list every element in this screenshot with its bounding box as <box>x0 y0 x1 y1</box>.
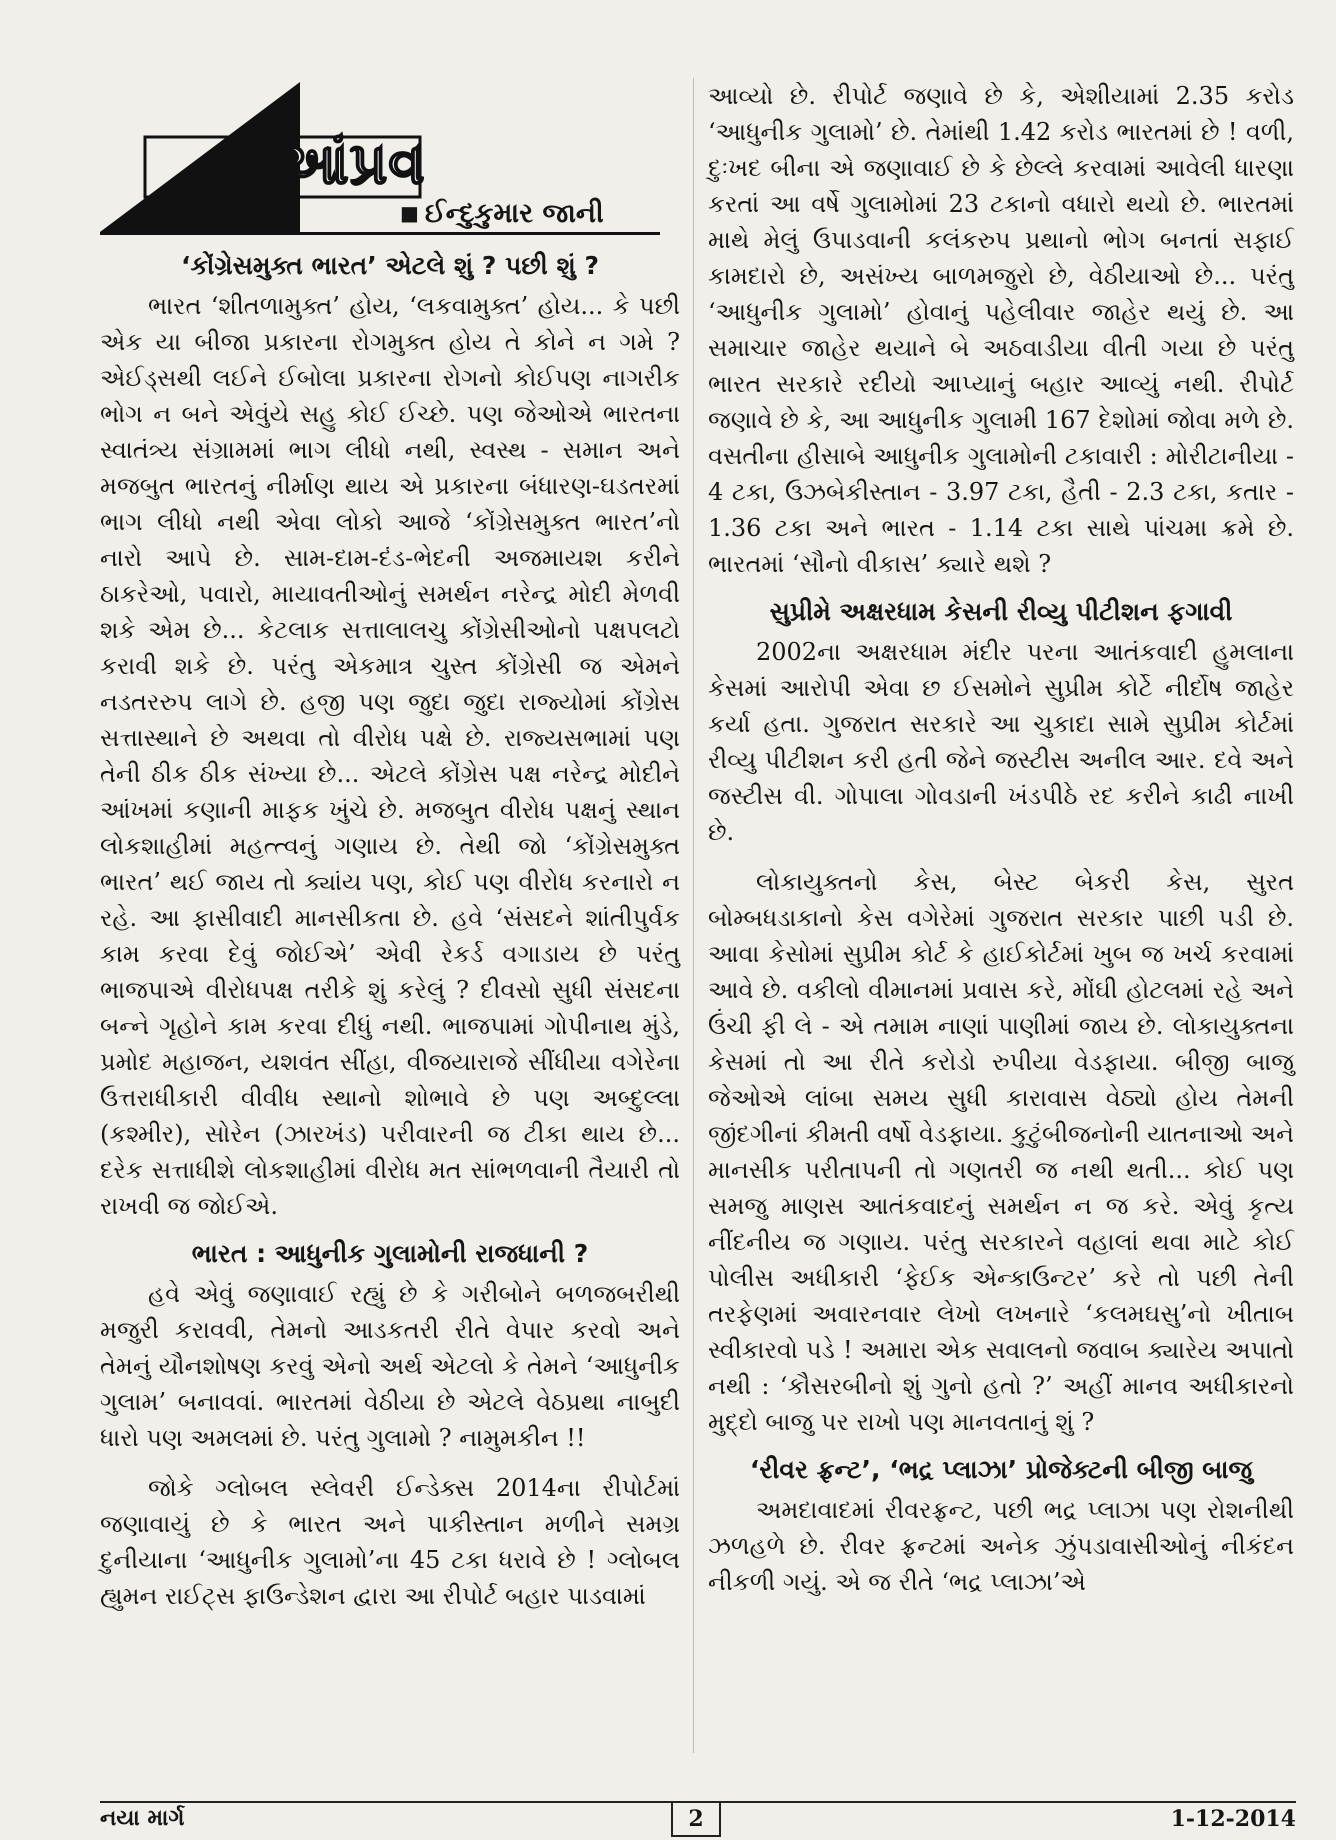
article-paragraph: હવે એવું જણાવાઈ રહ્યું છે કે ગરીબોને બળજબરીથી મજુરી કરાવવી, તેમનો આડકતરી રીતે વેપાર કરવો અને તેમનું યૌનશોષણ કરવું એનો અર્થ એટલો કે તેમને ‘આધુનીક ગુલામ’ બનાવવાં. ભારતમાં વેઠીયા છે એટલે વેઠપ્રથા નાબુદી ધારો પણ અમલમાં છે. પરંતુ ગુલામો ? નામુમકીન !! <box>100 1280 680 1452</box>
publication-name: નયા માર્ગ <box>100 1806 185 1831</box>
article-heading: ભારત : આધુનીક ગુલામોની રાજધાની ? <box>191 1239 589 1268</box>
article-heading: સુપ્રીમે અક્ષરધામ કેસની રીવ્યુ પીટીશન ફગાવી <box>769 597 1233 626</box>
author-byline <box>400 198 680 230</box>
page-number: 2 <box>671 1803 721 1837</box>
right-column <box>708 78 1294 1600</box>
article-heading: ‘રીવર ફ્રન્ટ’, ‘ભદ્ર પ્લાઝા’ પ્રોજેક્ટની બીજી બાજુ <box>749 1455 1253 1484</box>
article-paragraph: 2002ના અક્ષરધામ મંદીર પરના આતંકવાદી હુમલાના કેસમાં આરોપી એવા છ ઈસમોને સુપ્રીમ કોર્ટે નીર્દોષ જાહેર કર્યા હતા. ગુજરાત સરકારે આ ચુકાદા સામે સુપ્રીમ કોર્ટમાં રીવ્યુ પીટીશન કરી હતી જેને જસ્ટીસ અનીલ આર. દવે અને જસ્ટીસ વી. ગોપાલા ગોવડાની ખંડપીઠે રદ કરીને કાઢી નાખી છે. <box>708 638 1294 846</box>
article-heading: ‘કોંગ્રેસમુક્ત ભારત’ એટલે શું ? પછી શું ? <box>181 251 599 280</box>
column-divider <box>693 78 694 1753</box>
left-column <box>100 244 680 1614</box>
article-paragraph-continued: આવ્યો છે. રીપોર્ટ જણાવે છે કે, એશીયામાં 2.35 કરોડ ‘આધુનીક ગુલામો’ છે. તેમાંથી 1.42 કરોડ ભારતમાં છે ! વળી, દુઃખદ બીના એ જણાવાઈ છે કે છેલ્લે કરવામાં આવેલી ધારણા કરતાં આ વર્ષે ગુલામોમાં 23 ટકાનો વધારો થયો છે. ભારતમાં માથે મેલું ઉપાડવાની કલંકરુપ પ્રથાનો ભોગ બનતાં સફાઈ કામદારો છે, અસંખ્ય બાળમજુરો છે, વેઠીયાઓ છે... પરંતુ ‘આધુનીક ગુલામો’ હોવાનું પહેલીવાર જાહેર થયું છે. આ સમાચાર જાહેર થયાને બે અઠવાડીયા વીતી ગયા છે પરંતુ ભારત સરકારે રદીયો આપ્યાનું બહાર આવ્યું નથી. રીપોર્ટ જણાવે છે કે, આ આધુનીક ગુલામી 167 દેશોમાં જોવા મળે છે. વસતીના હીસાબે આધુનીક ગુલામોની ટકાવારી : મોરીટાનીયા - 4 ટકા, ઉઝબેકીસ્તાન - 3.97 ટકા, હૈતી - 2.3 ટકા, કતાર - 1.36 ટકા અને ભારત - 1.14 ટકા સાથે પાંચમા ક્રમે છે. ભારતમાં ‘સૌનો વીકાસ’ ક્યારે થશે ? <box>708 82 1294 578</box>
article-paragraph: અમદાવાદમાં રીવરફ્રન્ટ, પછી ભદ્ર પ્લાઝા પણ રોશનીથી ઝળહળે છે. રીવર ફ્રન્ટમાં અનેક ઝુંપડાવાસીઓનું નીકંદન નીકળી ગયું. એ જ રીતે ‘ભદ્ર પ્લાઝા’એ <box>708 1496 1294 1596</box>
square-bullet-icon: ■ <box>400 201 419 225</box>
column-title: આંપ્રવ <box>275 129 426 197</box>
article-paragraph: જોકે ગ્લોબલ સ્લેવરી ઈન્ડેક્સ 2014ના રીપોર્ટમાં જણાવાયું છે કે ભારત અને પાકીસ્તાન મળીને સમગ્ર દુનીયાના ‘આધુનીક ગુલામો’ના 45 ટકા ધરાવે છે ! ગ્લોબલ હ્યુમન રાઈટ્સ ફાઉન્ડેશન દ્વારા આ રીપોર્ટ બહાર પાડવામાં <box>100 1474 680 1610</box>
issue-date: 1-12-2014 <box>1170 1806 1296 1832</box>
article-paragraph: લોકાયુક્તનો કેસ, બેસ્ટ બેકરી કેસ, સુરત બોમ્બધડાકાનો કેસ વગેરેમાં ગુજરાત સરકાર પાછી પડી છે. આવા કેસોમાં સુપ્રીમ કોર્ટ કે હાઈકોર્ટમાં ખુબ જ ખર્ચ કરવામાં આવે છે. વકીલો વીમાનમાં પ્રવાસ કરે, મોંઘી હોટલમાં રહે અને ઉંચી ફી લે - એ તમામ નાણાં પાણીમાં જાય છે. લોકાયુક્તના કેસમાં તો આ રીતે કરોડો રુપીયા વેડફાયા. બીજી બાજુ જેઓએ લાંબા સમય સુધી કારાવાસ વેઠ્યો હોય તેમની જીંદગીનાં કીમતી વર્ષો વેડફાયા. કુટુંબીજનોની યાતનાઓ અને માનસીક પરીતાપની તો ગણતરી જ નથી થતી... કોઈ પણ સમજુ માણસ આતંકવાદનું સમર્થન ન જ કરે. એવું કૃત્ય નીંદનીય જ ગણાય. પરંતુ સરકારને વહાલાં થવા માટે કોઈ પોલીસ અધીકારી ‘ફેઈક એન્કાઉન્ટર’ કરે તો પછી તેની તરફેણમાં અવારનવાર લેખો લખનારે ‘કલમઘસુ’નો ખીતાબ સ્વીકારવો પડે ! અમારા એક સવાલનો જવાબ ક્યારેય અપાતો નથી : ‘કૌસરબીનો શું ગુનો હતો ?’ અહીં માનવ અધીકારનો મુદ્દો બાજુ પર રાખો પણ માનવતાનું શું ? <box>708 868 1294 1436</box>
article-paragraph: ભારત ‘શીતળામુક્ત’ હોય, ‘લકવામુક્ત’ હોય... કે પછી એક યા બીજા પ્રકારના રોગમુક્ત હોય તે કોને ન ગમે ? એઈડ્સથી લઈને ઈબોલા પ્રકારના રોગનો કોઈપણ નાગરીક ભોગ ન બને એવુંયે સહુ કોઈ ઈચ્છે. પણ જેઓએ ભારતના સ્વાતંત્ર્ય સંગ્રામમાં ભાગ લીધો નથી, સ્વસ્થ - સમાન અને મજબુત ભારતનું નીર્માણ થાય એ પ્રકારના બંધારણ-ઘડતરમાં ભાગ લીધો નથી એવા લોકો આજે ‘કોંગ્રેસમુક્ત ભારત’નો નારો આપે છે. સામ-દામ-દંડ-ભેદની અજમાયશ કરીને ઠાકરેઓ, પવારો, માયાવતીઓનું સમર્થન નરેન્દ્ર મોદી મેળવી શકે એમ છે... કેટલાક સત્તાલાલચુ કોંગ્રેસીઓનો પક્ષપલટો કરાવી શકે છે. પરંતુ એકમાત્ર ચુસ્ત કોંગ્રેસી જ એમને નડતરરુપ લાગે છે. હજી પણ જુદા જુદા રાજ્યોમાં કોંગ્રેસ સત્તાસ્થાને છે અથવા તો વીરોધ પક્ષે છે. રાજ્યસભામાં પણ તેની ઠીક ઠીક સંખ્યા છે... એટલે કોંગ્રેસ પક્ષ નરેન્દ્ર મોદીને આંખમાં કણાની માફક ખુંચે છે. મજબુત વીરોધ પક્ષનું સ્થાન લોકશાહીમાં મહત્ત્વનું ગણાય છે. તેથી જો ‘કોંગ્રેસમુક્ત ભારત’ થઈ જાય તો ક્યાંય પણ, કોઈ પણ વીરોધ કરનારો ન રહે. આ ફાસીવાદી માનસીકતા છે. હવે ‘સંસદને શાંતીપુર્વક કામ કરવા દેવું જોઈએ’ એવી રેકર્ડ વગાડાય છે પરંતુ ભાજપાએ વીરોધપક્ષ તરીકે શું કરેલું ? દીવસો સુધી સંસદના બન્ને ગૃહોને કામ કરવા દીધું નથી. ભાજપામાં ગોપીનાથ મુંડે, પ્રમોદ મહાજન, યશવંત સીંહા, વીજયારાજે સીંધીયા વગેરેના ઉત્તરાધીકારી વીવીધ સ્થાનો શોભાવે છે પણ અબ્દુલ્લા (કશ્મીર), સોરેન (ઝારખંડ) પરીવારની જ ટીકા થાય છે... દરેક સત્તાધીશે લોકશાહીમાં વીરોધ મત સાંભળવાની તૈયારી તો રાખવી જ જોઈએ. <box>100 292 680 1220</box>
author-name: ઈન્દુકુમાર જાની <box>424 198 604 229</box>
